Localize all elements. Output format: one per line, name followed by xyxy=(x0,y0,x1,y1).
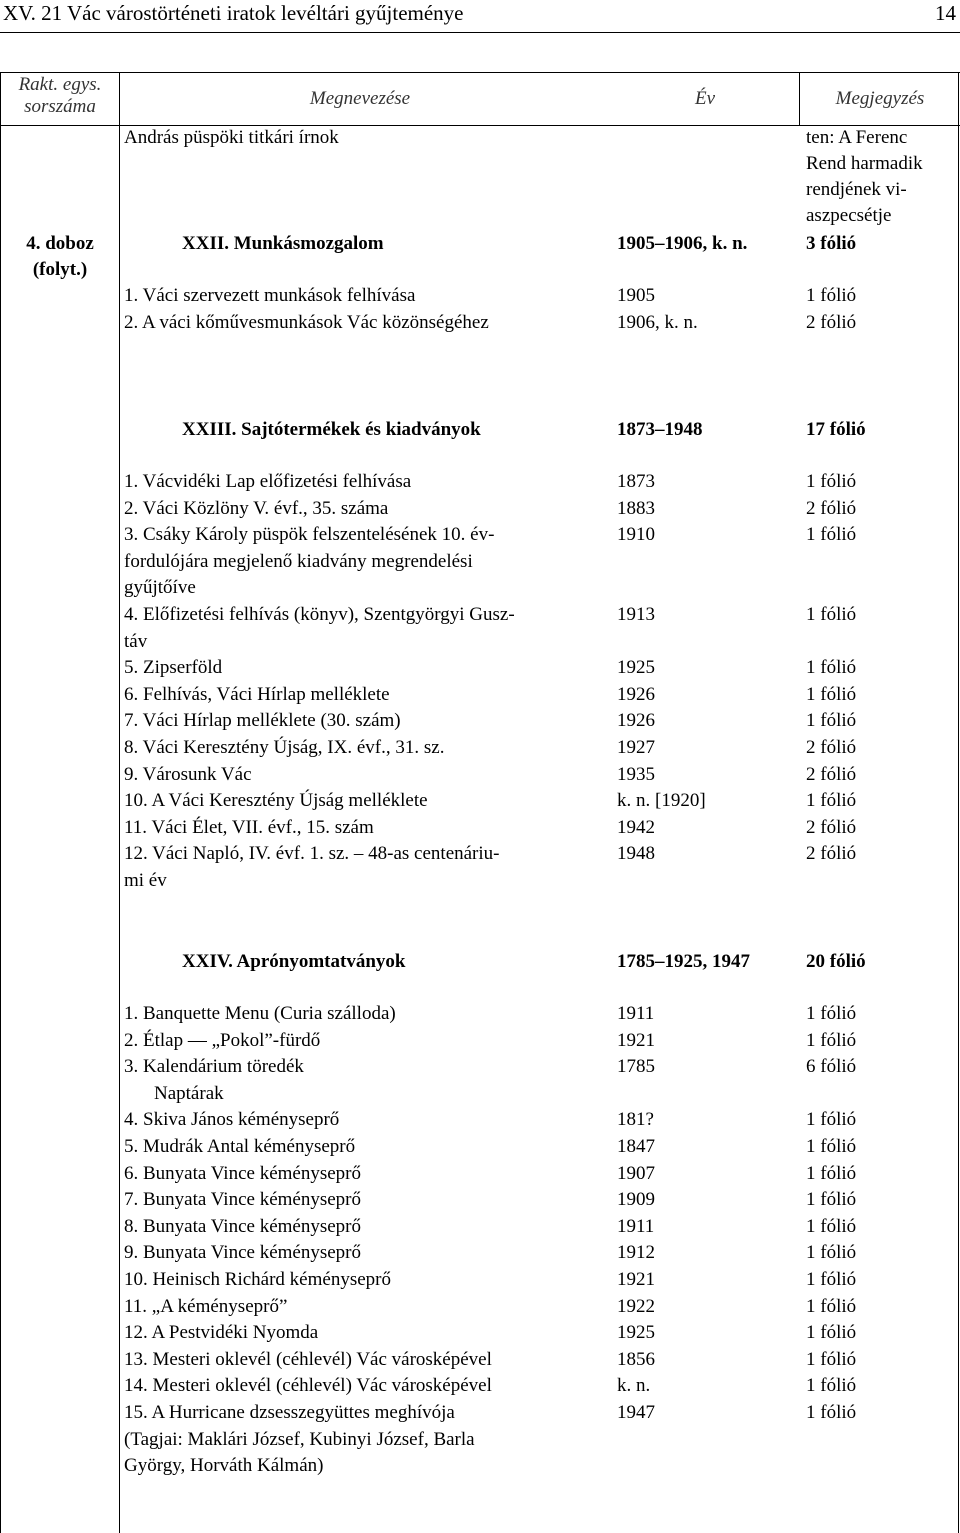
item-title-line: 11. „A kéményseprő” xyxy=(124,1295,288,1317)
section-year: 1905–1906, k. n. xyxy=(617,233,748,254)
item-title-line: 15. A Hurricane dzsesszegyüttes meghívója xyxy=(124,1402,455,1423)
item-note: 1 fólió xyxy=(806,471,857,492)
item-title-line: 1. Banquette Menu (Curia szálloda) xyxy=(124,1003,396,1024)
box-label-line: 4. doboz xyxy=(26,233,94,254)
item-title-line: 9. Városunk Vác xyxy=(124,763,252,785)
item-title-line: 2. Váci Közlöny V. évf., 35. száma xyxy=(124,497,389,519)
item-note: 1 fólió xyxy=(806,1162,857,1184)
column-header-year: Év xyxy=(694,88,716,109)
item-year: 1925 xyxy=(617,657,655,679)
item-year: 1905 xyxy=(617,285,655,306)
item-year: 1883 xyxy=(617,497,655,519)
item-title-line: 5. Zipserföld xyxy=(124,657,223,679)
item-title-line: 6. Felhívás, Váci Hírlap melléklete xyxy=(124,683,390,705)
item-title-line: 10. Heinisch Richárd kéményseprő xyxy=(124,1269,391,1290)
item-title-line: 11. Váci Élet, VII. évf., 15. szám xyxy=(124,816,374,838)
item-note: 1 fólió xyxy=(806,1029,857,1051)
item-note: 1 fólió xyxy=(806,790,857,812)
section-note: 3 fólió xyxy=(806,233,857,254)
item-title-line: táv xyxy=(124,630,148,652)
item-year: 1907 xyxy=(617,1162,655,1184)
item-title-line: 4. Skiva János kéményseprő xyxy=(124,1109,340,1131)
item-title-line: 10. A Váci Keresztény Újság melléklete xyxy=(124,790,428,812)
section-note: 20 fólió xyxy=(806,951,866,972)
item-year: 1913 xyxy=(617,604,655,625)
item-year: 1927 xyxy=(617,737,655,758)
item-year: 1911 xyxy=(617,1003,655,1024)
box-label xyxy=(4,231,116,283)
item-year: 1926 xyxy=(617,710,655,732)
item-year: 1912 xyxy=(617,1242,655,1264)
item-title-line: 3. Csáky Károly püspök felszentelésének 10. év- xyxy=(124,524,495,546)
carryover-note-line: Rend harmadik xyxy=(806,153,923,174)
carryover-note-line: ten: A Ferenc xyxy=(806,127,908,148)
item-title-line: 3. Kalendárium töredék xyxy=(124,1056,304,1078)
item-year: 1925 xyxy=(617,1322,655,1344)
item-year: 1947 xyxy=(617,1402,655,1423)
item-year: 181? xyxy=(617,1109,654,1131)
table-left-border xyxy=(0,72,1,1533)
subheading: Naptárak xyxy=(154,1082,224,1104)
item-note: 1 fólió xyxy=(806,1242,857,1264)
item-year: 1906, k. n. xyxy=(617,311,698,333)
section-year: 1873–1948 xyxy=(617,419,703,440)
section-title: XXIII. Sajtótermékek és kiadványok xyxy=(182,419,481,440)
item-note: 1 fólió xyxy=(806,1375,857,1397)
item-note: 6 fólió xyxy=(806,1056,857,1078)
item-note: 1 fólió xyxy=(806,1322,857,1344)
item-title-line: 8. Bunyata Vince kéményseprő xyxy=(124,1215,361,1237)
section-year: 1785–1925, 1947 xyxy=(617,951,750,972)
item-note: 1 fólió xyxy=(806,683,857,705)
item-title-line: 12. Váci Napló, IV. évf. 1. sz. – 48-as centenáriu- xyxy=(124,843,500,865)
page-header xyxy=(0,0,960,33)
page-header-title: XV. 21 Vác várostörténeti iratok levéltári gyűjteménye xyxy=(3,1,464,25)
carryover-note-line: rendjének vi- xyxy=(806,179,907,200)
item-note: 2 fólió xyxy=(806,737,857,758)
item-title-line: 8. Váci Keresztény Újság, IX. évf., 31. sz. xyxy=(124,737,445,758)
item-title-line: 2. Étlap — „Pokol”-fürdő xyxy=(124,1029,321,1051)
item-year: 1926 xyxy=(617,683,655,705)
item-title-line: 4. Előfizetési felhívás (könyv), Szentgyörgyi Gusz- xyxy=(124,604,515,625)
item-note: 1 fólió xyxy=(806,1269,857,1290)
item-note: 1 fólió xyxy=(806,1189,857,1211)
item-title-line: 13. Mesteri oklevél (céhlevél) Vác városképével xyxy=(124,1348,492,1370)
item-title-line: gyűjtőíve xyxy=(124,577,196,599)
column-header-shelf-number: Rakt. egys. sorszáma xyxy=(18,74,102,117)
item-year: 1922 xyxy=(617,1295,655,1317)
item-year: 1942 xyxy=(617,816,655,838)
box-label-line: (folyt.) xyxy=(32,259,88,280)
column-header-note: Megjegyzés xyxy=(835,88,925,109)
item-year: 1911 xyxy=(617,1215,655,1237)
page-number: 14 xyxy=(935,1,956,25)
item-note: 2 fólió xyxy=(806,843,857,865)
item-note: 2 fólió xyxy=(806,816,857,838)
item-year: 1873 xyxy=(617,471,655,492)
item-note: 2 fólió xyxy=(806,763,857,785)
item-note: 1 fólió xyxy=(806,1295,857,1317)
item-note: 1 fólió xyxy=(806,604,857,625)
item-note: 1 fólió xyxy=(806,1215,857,1237)
item-note: 1 fólió xyxy=(806,1402,857,1423)
item-note: 1 fólió xyxy=(806,1109,857,1131)
item-year: 1847 xyxy=(617,1136,655,1157)
item-note: 1 fólió xyxy=(806,285,857,306)
item-year: 1856 xyxy=(617,1348,655,1370)
item-note: 1 fólió xyxy=(806,524,857,546)
item-note: 2 fólió xyxy=(806,311,857,333)
item-title-line: 14. Mesteri oklevél (céhlevél) Vác városképével xyxy=(124,1375,492,1397)
item-title-line: 7. Bunyata Vince kéményseprő xyxy=(124,1189,361,1211)
item-year: 1921 xyxy=(617,1029,655,1051)
section-title: XXIV. Aprónyomtatványok xyxy=(182,951,406,972)
item-year: k. n. xyxy=(617,1375,651,1397)
item-note: 1 fólió xyxy=(806,1348,857,1370)
section-note: 17 fólió xyxy=(806,419,866,440)
item-title-line: György, Horváth Kálmán) xyxy=(124,1455,324,1477)
item-title-line: 1. Vácvidéki Lap előfizetési felhívása xyxy=(124,471,412,492)
item-title-line: 12. A Pestvidéki Nyomda xyxy=(124,1322,319,1344)
item-title-line: mi év xyxy=(124,870,167,891)
item-note: 1 fólió xyxy=(806,1136,857,1157)
item-title-line: 2. A váci kőművesmunkások Vác közönségéhez xyxy=(124,311,489,333)
item-year: 1948 xyxy=(617,843,655,865)
column-header-title: Megnevezése xyxy=(309,88,411,109)
section-title: XXII. Munkásmozgalom xyxy=(182,233,384,254)
item-title-line: (Tagjai: Maklári József, Kubinyi József, Barla xyxy=(124,1428,475,1450)
item-year: k. n. [1920] xyxy=(617,790,706,812)
item-title-line: 6. Bunyata Vince kéményseprő xyxy=(124,1162,361,1184)
column-divider xyxy=(119,72,120,1533)
item-year: 1909 xyxy=(617,1189,655,1211)
item-title-line: fordulójára megjelenő kiadvány megrendelési xyxy=(124,550,473,572)
item-title-line: 9. Bunyata Vince kéményseprő xyxy=(124,1242,361,1264)
table-right-border xyxy=(958,72,959,1533)
item-title-line: 1. Váci szervezett munkások felhívása xyxy=(124,285,416,306)
item-note: 1 fólió xyxy=(806,1003,857,1024)
carryover-title: András püspöki titkári írnok xyxy=(124,127,339,148)
item-note: 2 fólió xyxy=(806,497,857,519)
item-year: 1935 xyxy=(617,763,655,785)
item-year: 1921 xyxy=(617,1269,655,1290)
item-note: 1 fólió xyxy=(806,710,857,732)
item-year: 1910 xyxy=(617,524,655,546)
carryover-note-line: aszpecsétje xyxy=(806,205,892,226)
item-year: 1785 xyxy=(617,1056,655,1078)
item-title-line: 7. Váci Hírlap melléklete (30. szám) xyxy=(124,710,401,732)
item-note: 1 fólió xyxy=(806,657,857,679)
item-title-line: 5. Mudrák Antal kéményseprő xyxy=(124,1136,356,1157)
